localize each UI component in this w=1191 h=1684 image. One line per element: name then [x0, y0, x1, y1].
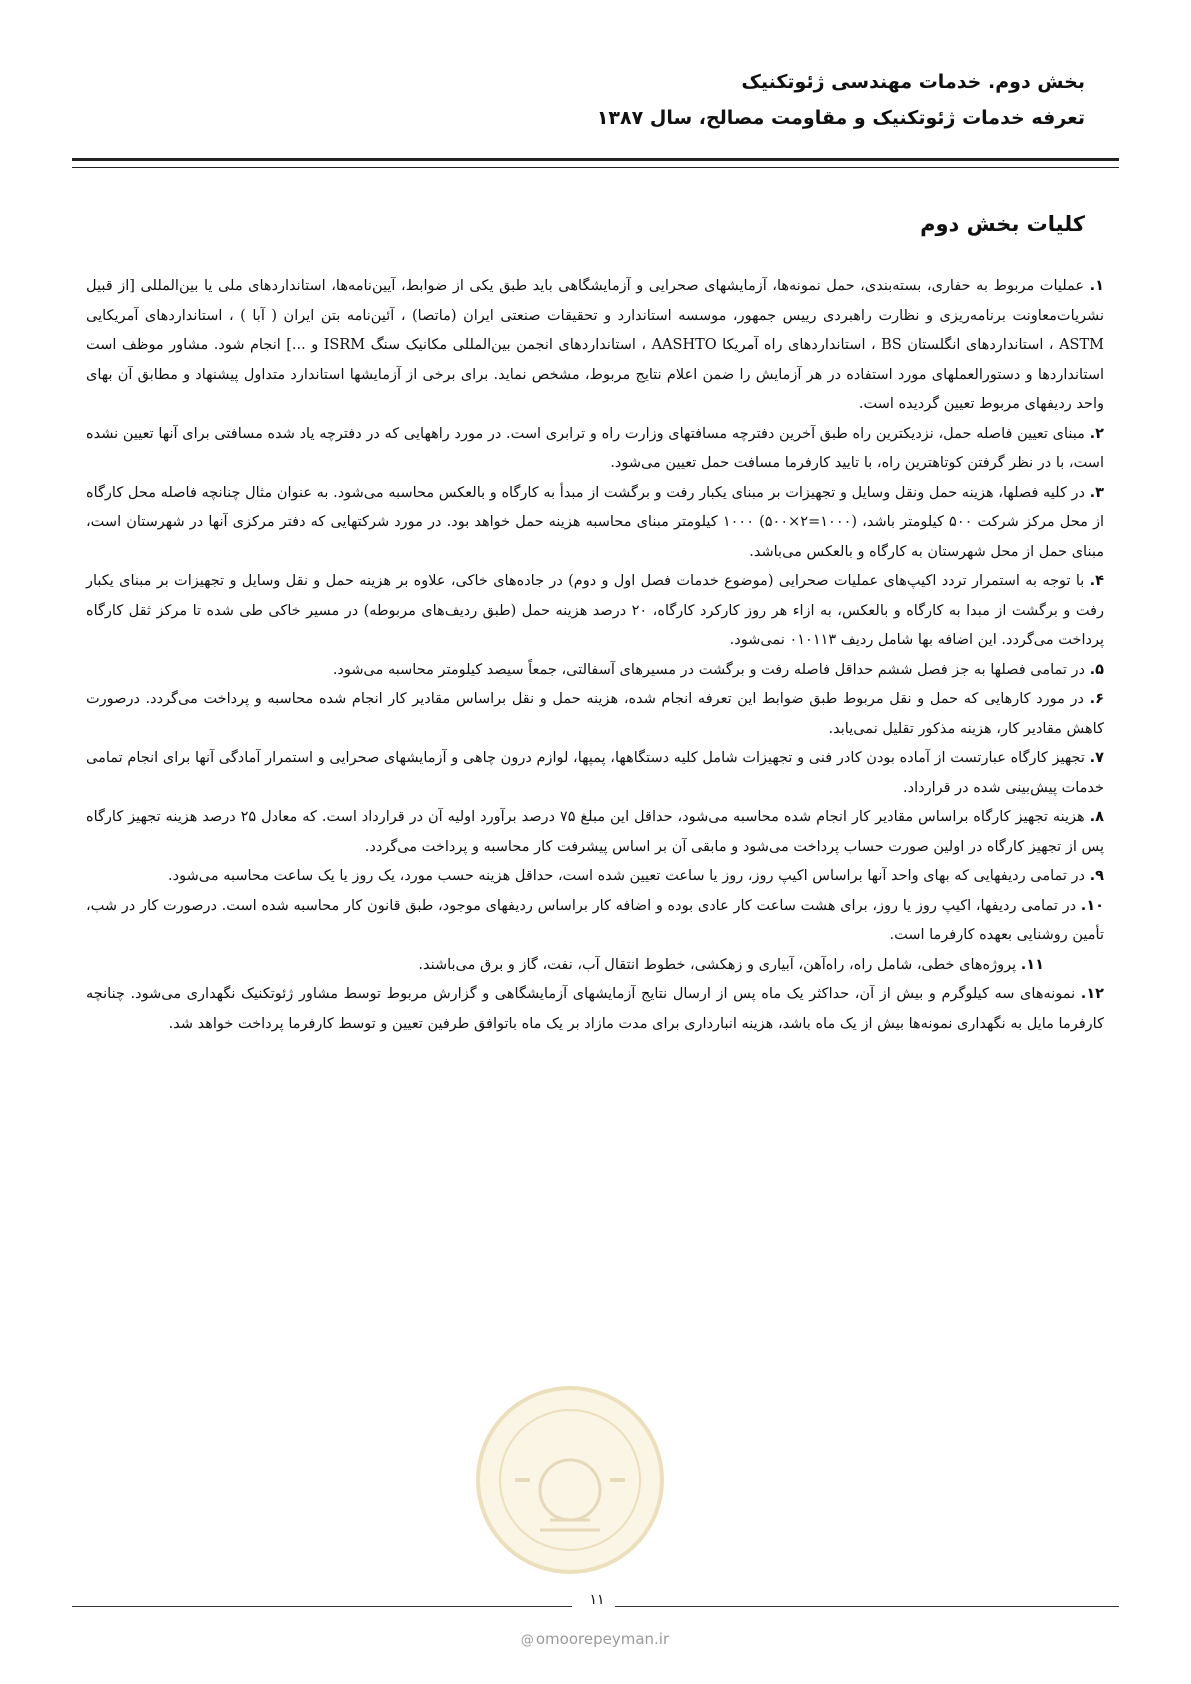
paragraph-number: ۷. — [1089, 750, 1104, 766]
paragraph-text: با توجه به استمرار تردد اکیپ‌های عملیات صحرایی (موضوع خدمات فصل اول و دوم) در جاده‌های خاکی، علاوه بر هزینه حمل و نقل وسایل و تجهیزات بر مبنای یکبار رفت و برگشت از مبدا به کارگاه و بالعکس، به ازاء هر روز کارکرد کارگاه، ۲۰ درصد هزینه حمل (طبق ردیف‌های مربوطه) در مسیر خاکی طی شده تا مرکز ثقل کارگاه پرداخت می‌گردد. این اضافه بها شامل ردیف ۰۱۰۱۱۳ نمی‌شود. — [86, 573, 1104, 648]
paragraph-number: ۳. — [1089, 484, 1104, 501]
site-watermark — [495, 1630, 695, 1648]
paragraph-4 — [86, 567, 1104, 656]
paragraph-text: نمونه‌های سه کیلوگرم و بیش از آن، حداکثر یک ماه پس از ارسال نتایج آزمایشهای آزمایشگاهی و گزارش مربوط توسط مشاور ژئوتکنیک نگهداری می‌شود. چنانچه کارفرما مایل به نگهداری نمونه‌ها بیش از یک ماه باشد، هزینه انبارداری برای مدت مازاد بر یک ماه باتوافق طرفین تعیین و توسط کارفرما پرداخت خواهد شد. — [86, 986, 1104, 1032]
paragraph-text: هزینه تجهیز کارگاه براساس مقادیر کار انجام شده محاسبه می‌شود، حداقل این مبلغ ۷۵ درصد برآورد اولیه آن در قرارداد است. که معادل ۲۵ درصد هزینه تجهیز کارگاه پس از تجهیز کارگاه در اولین صورت حساب پرداخت می‌شود و مابقی آن بر اساس پیشرفت کار محاسبه و پرداخت می‌گردد. — [86, 809, 1104, 855]
paragraph-number: ۹. — [1089, 868, 1104, 884]
at-sign-icon: @ — [520, 1633, 534, 1648]
footer-divider-right — [615, 1606, 1119, 1607]
paragraph-text: در تمامی ردیفهایی که بهای واحد آنها براساس اکیپ روز، روز یا ساعت تعیین شده است، حداقل هزینه حسب مورد، یک روز یا یک ساعت محاسبه می‌شود. — [168, 868, 1086, 884]
section-title: کلیات بخش دوم — [920, 212, 1085, 236]
page-number: ۱۱ — [589, 1592, 605, 1608]
paragraph-text: مبنای تعیین فاصله حمل، نزدیکترین راه طبق آخرین دفترچه مسافتهای وزارت راه و ترابری است. در مورد راههایی که در دفترچه یاد شده مسافتی برای آنها تعیین نشده است، با در نظر گرفتن کوتاهترین راه، با تایید کارفرما مسافت حمل تعیین می‌شود. — [86, 425, 1104, 471]
paragraph-number: ۱۱. — [1020, 956, 1044, 973]
paragraph-number: ۸. — [1089, 809, 1105, 825]
header-tariff-title: تعرفه خدمات ژئوتکنیک و مقاومت مصالح، سال ۱۳۸۷ — [596, 107, 1085, 129]
paragraph-2 — [86, 420, 1104, 479]
paragraph-10 — [86, 892, 1104, 951]
paragraph-number: ۵. — [1089, 661, 1104, 678]
paragraph-8 — [86, 803, 1104, 862]
paragraph-7 — [86, 744, 1104, 803]
paragraph-12 — [86, 980, 1104, 1039]
paragraph-text: در تمامی فصلها به جز فصل ششم حداقل فاصله رفت و برگشت در مسیرهای آسفالتی، جمعاً سیصد کیلومتر محاسبه می‌شود. — [332, 661, 1086, 678]
paragraph-text: عملیات مربوط به حفاری، بسته‌بندی، حمل نمونه‌ها، آزمایشهای صحرایی و آزمایشگاهی باید طبق یکی از ضوابط، آیین‌نامه‌ها، استانداردهای ملی یا بین‌المللی [از قبیل نشریات‌معاونت برنامه‌ریزی و نظارت راهبردی رییس جمهور، موسسه استاندارد و تحقیقات صنعتی ایران (ماتصا) ، آئین‌نامه بتن ایران ( آبا ) ، استانداردهای آمریکایی ASTM ، استانداردهای انگلستان BS ، استانداردهای راه آمریکا AASHTO ، استانداردهای انجمن بین‌المللی مکانیک سنگ ISRM و ...] انجام شود. مشاور موظف است استانداردها و دستورالعملهای مورد استفاده در هر آزمایش را ضمن اعلام نتایج مربوط، مشخص نماید. برای برخی از آزمایشها استاندارد متداول پیشنهاد و مطابق آن بهای واحد ردیفهای مربوط تعیین گردیده است. — [86, 278, 1105, 412]
paragraph-text: پروژه‌های خطی، شامل راه، راه‌آهن، آبیاری و زهکشی، خطوط انتقال آب، نفت، گاز و برق می‌باشند. — [418, 956, 1017, 973]
organization-seal-icon — [470, 1380, 670, 1580]
header-part-title: بخش دوم. خدمات مهندسی ژئوتکنیک — [741, 71, 1085, 93]
paragraph-11 — [86, 951, 1104, 981]
paragraph-text: در مورد کارهایی که حمل و نقل مربوط طبق ضوابط این تعرفه انجام شده، هزینه حمل و نقل براساس مقادیر کار انجام شده محاسبه و پرداخت می‌گردد. درصورت کاهش مقادیر کار، هزینه مذکور تقلیل نمی‌یابد. — [86, 691, 1104, 737]
paragraph-text: در تمامی ردیفها، اکیپ روز یا روز، برای هشت ساعت کار عادی بوده و اضافه کار براساس ردیفهای موجود، طبق قانون کار محاسبه شده است. درصورت کار در شب، تأمین روشنایی بعهده کارفرما است. — [86, 897, 1104, 943]
body-text — [86, 272, 1104, 1039]
paragraph-5 — [86, 656, 1104, 686]
paragraph-number: ۶. — [1089, 691, 1104, 707]
paragraph-number: ۲. — [1089, 425, 1105, 442]
page-header — [105, 64, 1085, 136]
paragraph-text: در کلیه فصلها، هزینه حمل ونقل وسایل و تجهیزات بر مبنای یکبار رفت و برگشت از مبدأ به کارگاه و بالعکس محاسبه می‌شود. به عنوان مثال چنانچه فاصله محل کارگاه از محل مرکز شرکت ۵۰۰ کیلومتر باشد، (۱۰۰۰=۲×۵۰۰) ۱۰۰۰ کیلومتر مبنای محاسبه هزینه حمل خواهد بود. در مورد شرکتهایی که دفتر مرکزی آنها در شهرستان است، مبنای حمل از محل شهرستان به کارگاه و بالعکس می‌باشد. — [86, 484, 1104, 560]
paragraph-number: ۱. — [1089, 278, 1104, 294]
paragraph-6 — [86, 685, 1104, 744]
paragraph-number: ۴. — [1089, 573, 1104, 589]
paragraph-number: ۱۰. — [1080, 897, 1105, 914]
paragraph-9 — [86, 862, 1104, 892]
paragraph-number: ۱۲. — [1080, 986, 1105, 1002]
paragraph-text: تجهیز کارگاه عبارتست از آماده بودن کادر فنی و تجهیزات شامل کلیه دستگاهها، پمپها، لوازم درون چاهی و آزمایشهای صحرایی و استمرار آمادگی آنها برای انجام تمامی خدمات پیش‌بینی شده در قرارداد. — [86, 750, 1104, 796]
watermark-text: omoorepeyman.ir — [535, 1630, 670, 1648]
header-divider — [72, 158, 1119, 168]
paragraph-1 — [86, 272, 1104, 420]
footer-divider-left — [72, 1606, 572, 1607]
paragraph-3 — [86, 479, 1104, 568]
